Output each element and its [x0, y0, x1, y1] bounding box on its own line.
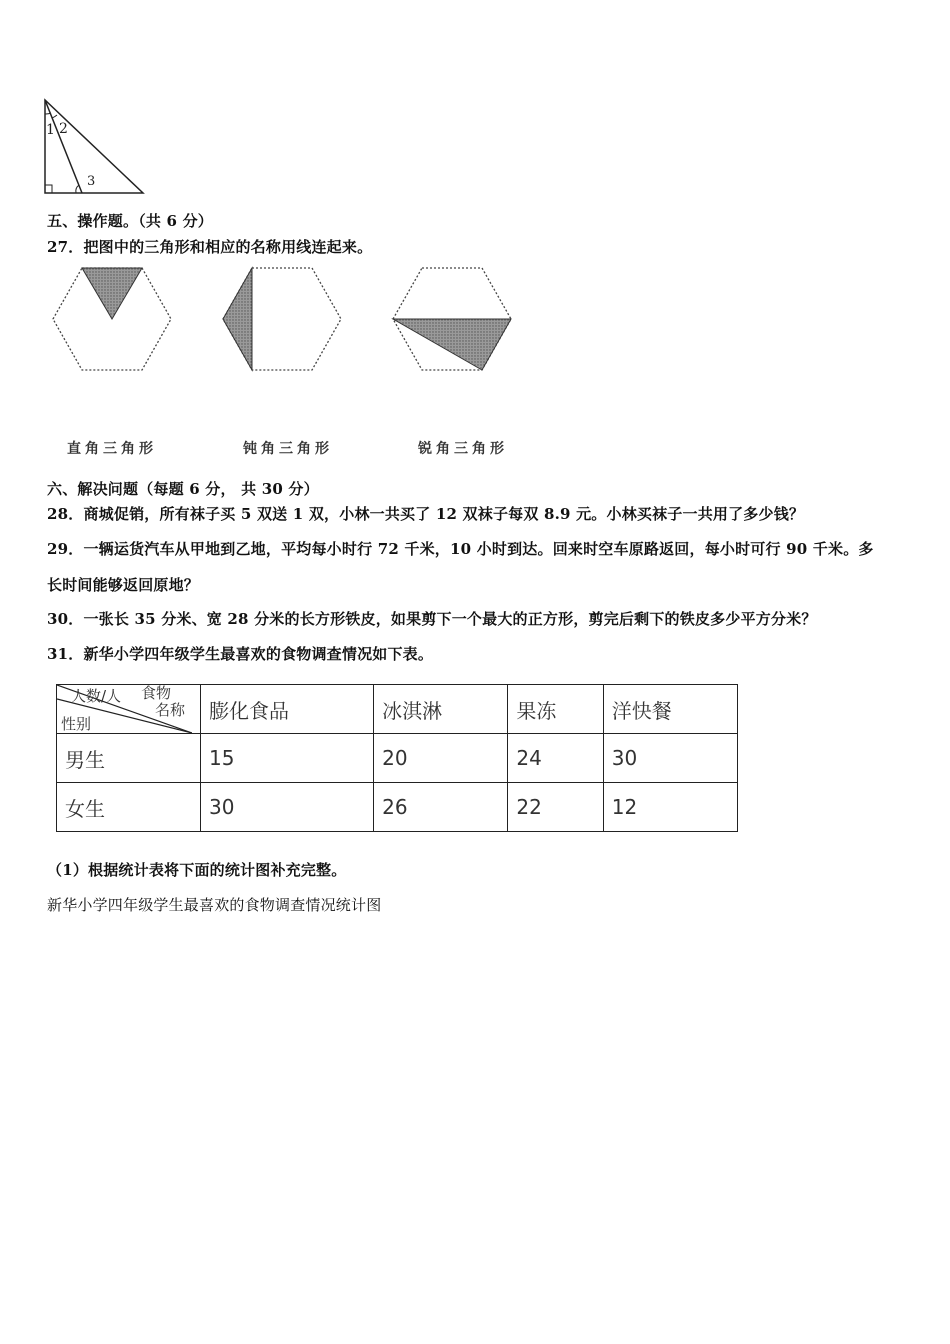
row-label: 男生: [57, 734, 201, 783]
question-31: 31．新华小学四年级学生最喜欢的食物调查情况如下表。: [47, 645, 434, 663]
table-cell: 24: [508, 734, 603, 783]
label-right-triangle: 直角三角形: [67, 441, 157, 457]
corner-bottom-left: 性别: [61, 715, 92, 733]
food-survey-table: [56, 684, 738, 832]
row-label: 女生: [57, 783, 201, 832]
angle-label-2: 2: [59, 121, 68, 137]
hexagon-figure-1: [50, 265, 174, 375]
section-5-heading: 五、操作题。（共 6 分）: [47, 212, 213, 230]
table-cell: 20: [374, 734, 508, 783]
angle-label-1: 1: [46, 122, 55, 138]
column-header: 果冻: [508, 685, 603, 734]
angle-label-3: 3: [87, 174, 96, 189]
column-header: 膨化食品: [201, 685, 374, 734]
triangle-angle-figure: [40, 96, 150, 198]
table-row: [57, 734, 738, 783]
table-cell: 30: [603, 734, 737, 783]
table-header-row: [57, 685, 738, 734]
hexagon-figure-3: [390, 265, 514, 375]
column-header: 洋快餐: [603, 685, 737, 734]
corner-top-right: 食物: [141, 684, 172, 702]
corner-mid-right: 名称: [155, 701, 186, 719]
question-28: 28．商城促销，所有袜子买 5 双送 1 双，小林一共买了 12 双袜子每双 8.9 元。小林买袜子一共用了多少钱？: [47, 505, 805, 523]
table-cell: 15: [201, 734, 374, 783]
label-acute-triangle: 锐角三角形: [418, 441, 508, 457]
table-corner-cell: [57, 685, 201, 734]
question-29-line1: 29．一辆运货汽车从甲地到乙地，平均每小时行 72 千米，10 小时到达。回来时空车原路返回，每小时可行 90 千米。多: [47, 540, 874, 558]
table-cell: 30: [201, 783, 374, 832]
table-row: [57, 783, 738, 832]
corner-top-left: 人数/人: [71, 687, 122, 705]
chart-title: 新华小学四年级学生最喜欢的食物调查情况统计图: [47, 896, 382, 914]
hexagon-figure-2: [220, 265, 344, 375]
question-27: 27．把图中的三角形和相应的名称用线连起来。: [47, 238, 373, 256]
table-cell: 26: [374, 783, 508, 832]
column-header: 冰淇淋: [374, 685, 508, 734]
section-6-heading: 六、解决问题（每题 6 分， 共 30 分）: [47, 480, 319, 498]
table-cell: 22: [508, 783, 603, 832]
question-30: 30．一张长 35 分米、宽 28 分米的长方形铁皮，如果剪下一个最大的正方形，剪完后剩下的铁皮多少平方分米？: [47, 610, 817, 628]
table-cell: 12: [603, 783, 737, 832]
question-31-part-1: （1）根据统计表将下面的统计图补充完整。: [47, 861, 347, 879]
label-obtuse-triangle: 钝角三角形: [243, 441, 333, 457]
question-29-line2: 长时间能够返回原地？: [47, 576, 200, 594]
